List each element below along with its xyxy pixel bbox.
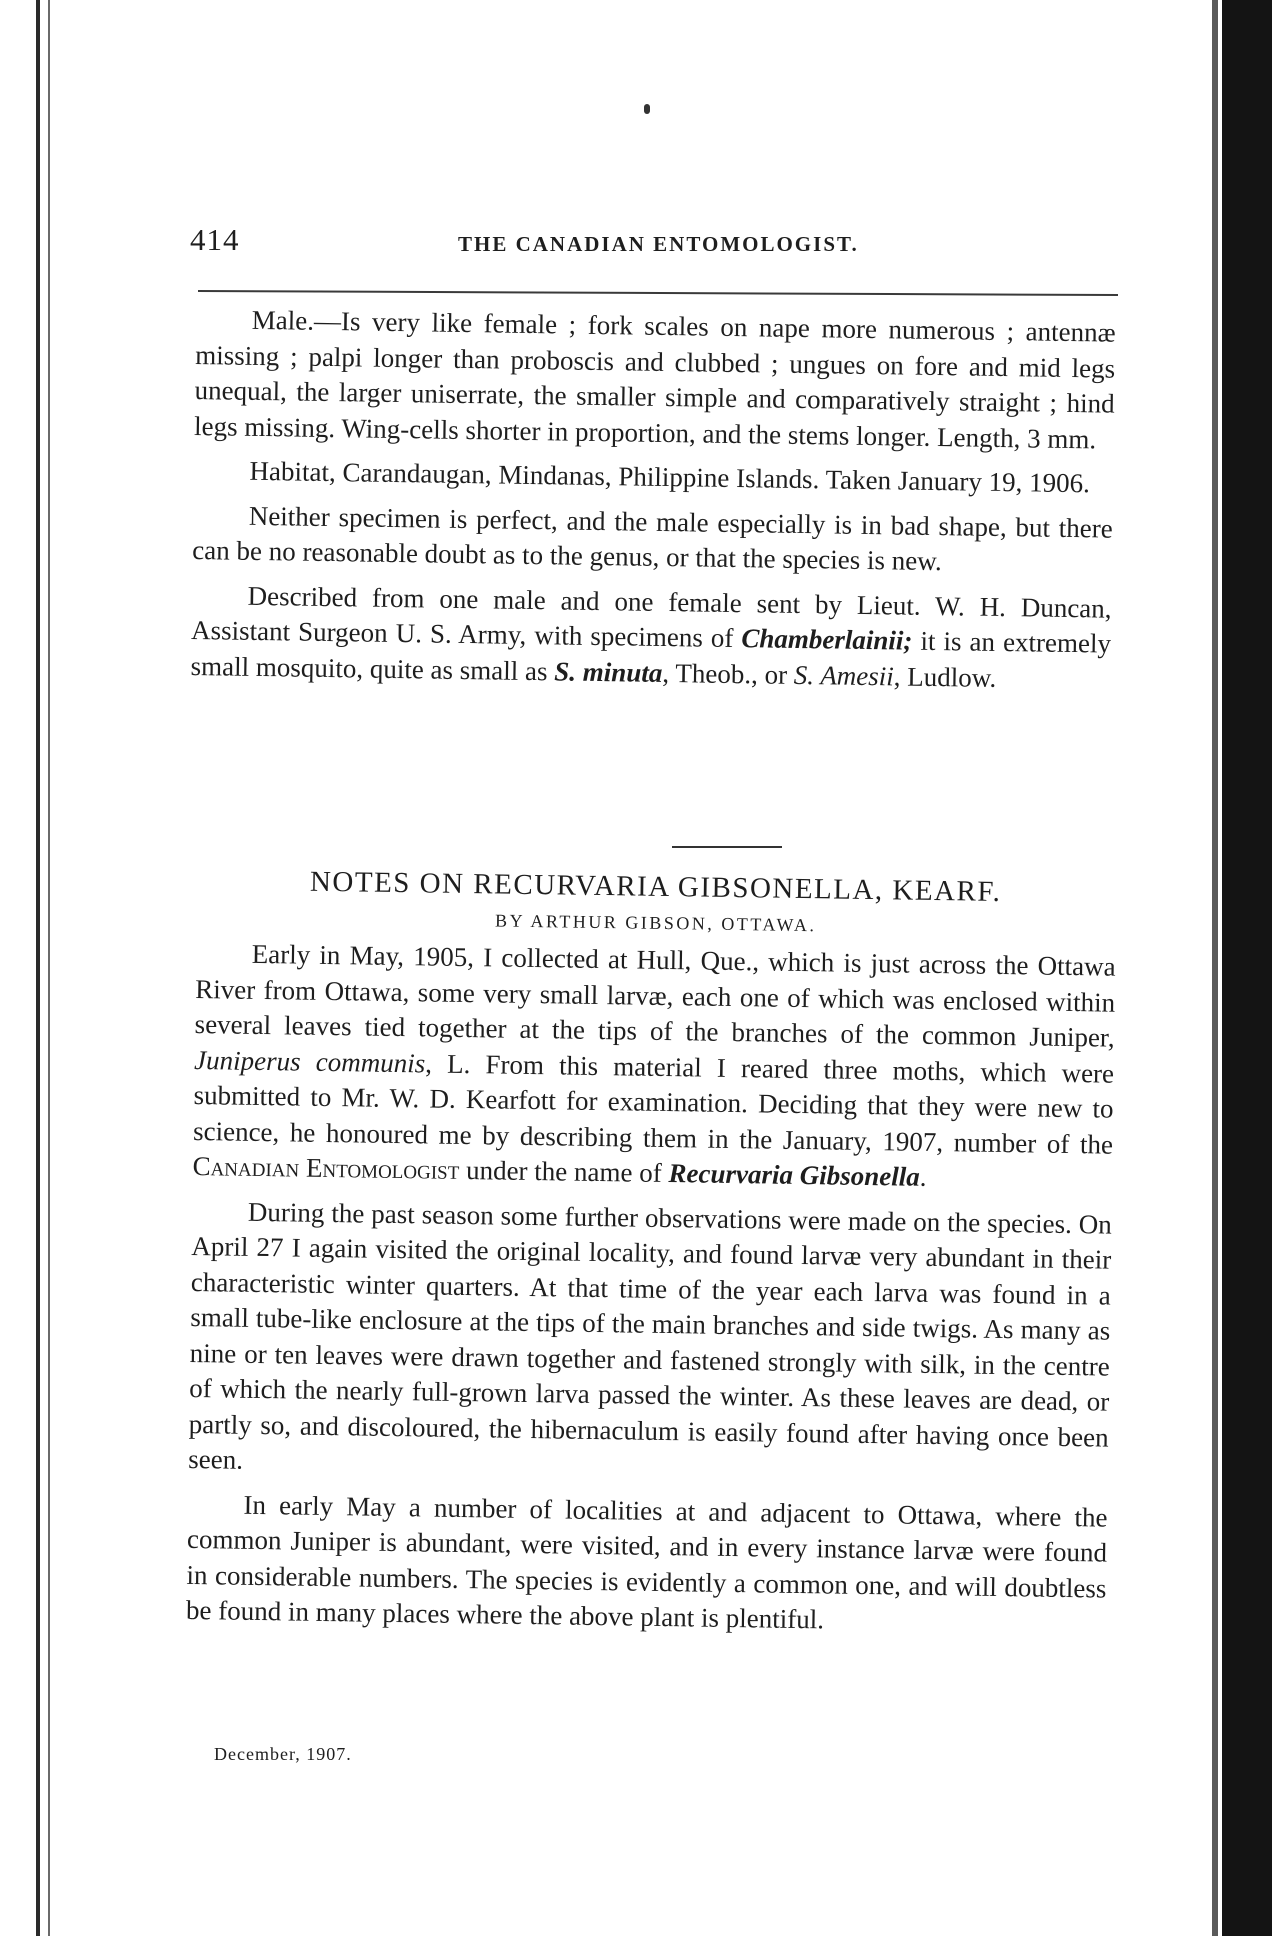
paragraph-localities: In early May a number of localities at and adjacent to Ottawa, where the common Juniper is abundant, were visited, and in every instance larvæ were found in considerable numbers. The species is evidently a common one, and will doubtless be found in many places where the above plant is plentiful. (185, 1489, 1108, 1635)
paragraph-habitat: Habitat, Carandaugan, Mindanas, Philippine Islands. Taken January 19, 1906. (249, 455, 1091, 499)
paragraph-described-from (190, 577, 1111, 697)
section-divider (672, 846, 782, 848)
page-header (190, 222, 1120, 262)
text-run: Early in May, 1905, I collected at Hull, Que., which is just across the Ottawa River from Ottawa, some very small larvæ, each one of which was enclosed within several leaves tied together at the tips of the branches of the common Juniper, (194, 938, 1116, 1053)
article-byline: BY ARTHUR GIBSON, OTTAWA. (494, 910, 817, 936)
scan-right-border (1222, 0, 1272, 1936)
paragraph-observations: During the past season some further observations were made on the species. On April 27 I again visited the original locality, and found larvæ very abundant in their characteristic winter quarters. At that time of the year each larva was found in a small tube-like enclosure at the tips of the main branches and side twigs. As many as nine or ten leaves were drawn together and fastened strongly with silk, in the centre of which the nearly full-grown larva passed the winter. As these leaves are dead, or partly so, and discoloured, the hibernaculum is easily found after having once been seen. (188, 1196, 1113, 1475)
journal-name: Canadian Entomologist (192, 1150, 460, 1185)
paragraph-specimen-condition: Neither specimen is perfect, and the male especially is in bad shape, but there can be no reasonable doubt as to the genus, or that the species is new. (192, 500, 1113, 577)
text-run: Described from one male and one female sent by Lieut. W. H. Duncan, Assistant Surgeon U. S. Army, with specimens of (190, 580, 1112, 654)
text-run: under the name of (459, 1154, 669, 1189)
species-name: S. Amesii (793, 659, 895, 691)
article-title: NOTES ON RECURVARIA GIBSONELLA, KEARF. (309, 865, 1002, 908)
ink-speck (644, 104, 650, 114)
species-name: Juniperus communis (193, 1044, 426, 1078)
text-run: , L. From this material I reared three moths, which were submitted to Mr. W. D. Kearfott for examination. Deciding that they were new to science, he honoured me by describing them in the January, 1907, number of the (192, 1047, 1115, 1160)
page-binding-shadow (48, 0, 50, 1936)
text-run: , Theob., or (662, 657, 795, 690)
text-run: . (919, 1161, 927, 1192)
species-name: Recurvaria Gibsonella (668, 1158, 920, 1192)
species-name: Chamberlainii; (741, 623, 913, 656)
paragraph-male-description: Male.—Is very like female ; fork scales on nape more numerous ; antennæ missing ; palpi longer than proboscis and clubbed ; ungues on fore and mid legs unequal, the larger uniserrate, the smaller simple and comparatively straight ; hind legs missing. Wing-cells shorter in proportion, and the stems longer. Length, 3 mm. (193, 304, 1116, 454)
text-run: , Ludlow. (893, 660, 997, 693)
text-run: it is an extremely small mosquito, quite as small as (190, 625, 1112, 686)
previous-article-continuation (190, 302, 1116, 707)
paragraph-collection (192, 936, 1116, 1198)
header-rule (198, 290, 1118, 296)
page-edge-shadow (1212, 0, 1218, 1936)
dateline: December, 1907. (214, 1744, 352, 1764)
article-body (186, 936, 1116, 1651)
running-title: THE CANADIAN ENTOMOLOGIST. (458, 232, 859, 256)
species-name: S. minuta (554, 655, 663, 688)
page-number: 414 (190, 222, 240, 257)
page-binding-edge (36, 0, 40, 1936)
